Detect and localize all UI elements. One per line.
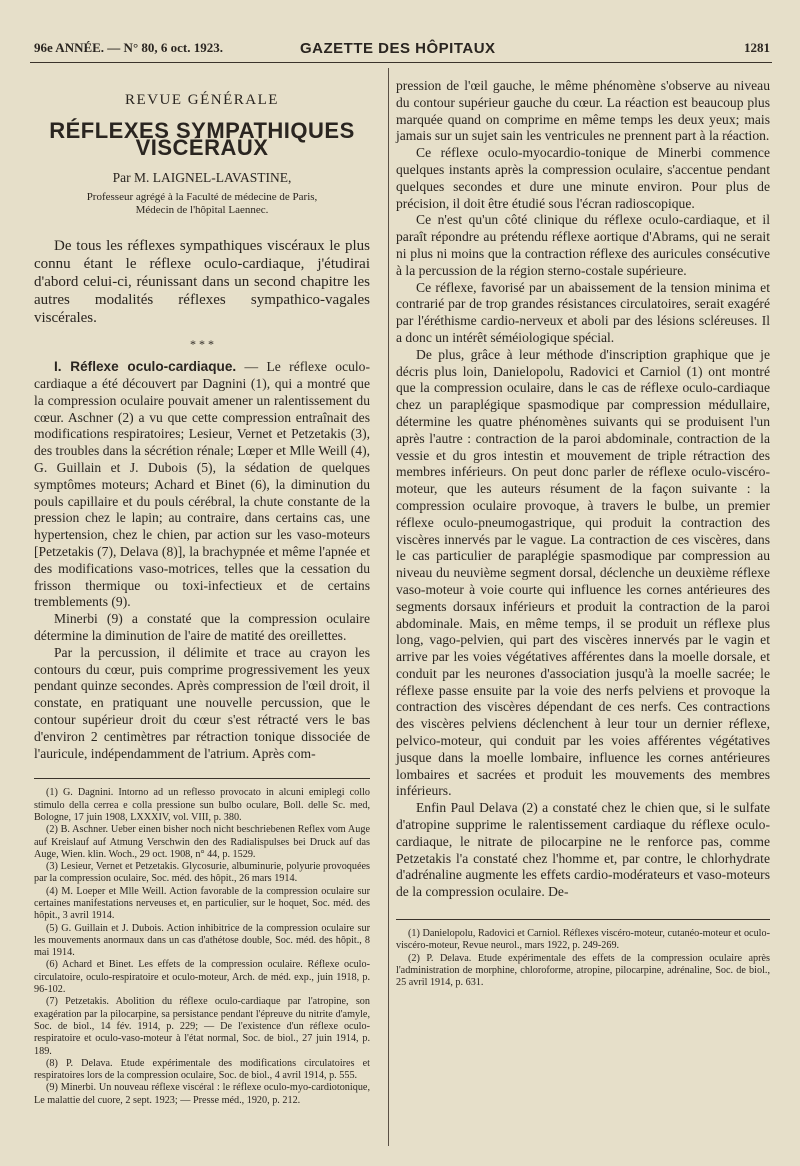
affiliation-line-1: Professeur agrégé à la Faculté de médecine de Paris, xyxy=(86,191,318,204)
paragraph: De plus, grâce à leur méthode d'inscription graphique que je décris plus loin, Danielopolu, Radovici et Carniol (1) ont montré que la compression oculaire, dans le cas de réflexe oculo-cardiaque chez un paraplégique spasmodique par compression médullaire, détermine les quatre phénomènes suivants qui se produisent l'un après l'autre : contraction de la paroi abdominale, contraction de la vessie et du gros intestin et mouvement de triple rétraction des membres inférieurs. On peut donc parler de réflexe oculo-viscéro-moteur, que les auteurs résument de la façon suivante : la compression oculaire provoque, à travers le bulbe, un premier réflexe oculo-pneumogastrique, qui produit la contraction des viscères innervés par le vague. La contraction de ces viscères, dans le cas particulier de paraplégie spasmodique par compression au niveau du neuvième segment dorsal, déclenche un deuxième réflexe vaso-moteur à voie courte qui influence les cornes antérieures des segments dorsaux inférieurs et produit la contraction de la paroi abdominale. Mais, en même temps, il se produit un réflexe plus long, vago-pelvien, qui part des viscères innervés par le vagin et arrive par les voies végétatives afférentes dans la moelle dorsale, et conduit par les neurones d'association jusqu'à la moelle sacrée; le réflexe passe ensuite par la voie des nerfs pelviens et provoque la contraction des viscères dépendant de ces nerfs. Ces contractions des viscères pelviens déclenchent à leur tour un dernier réflexe, pelvico-moteur, qui conduit par les voies afférentes végétatives jusque dans la moelle lombaire, influence les cornes antérieures lombaires et sacrées et produit les mouvements des membres inférieurs. xyxy=(396,346,770,799)
issue-info: 96e ANNÉE. — N° 80, 6 oct. 1923. xyxy=(34,40,223,55)
footnote: (5) G. Guillain et J. Dubois. Action inhibitrice de la compression oculaire sur les mouvements anormaux dans un cas d'athétose double, Soc. méd. des hôpit., 8 mai 1914. xyxy=(34,922,370,959)
footnote: (9) Minerbi. Un nouveau réflexe viscéral : le réflexe oculo-myo-cardiotonique, Le malattie del cuore, 2 sept. 1923; — Presse méd., 1920, p. 212. xyxy=(34,1082,370,1106)
author-affiliation xyxy=(34,191,370,217)
affiliation-line-2: Médecin de l'hôpital Laennec. xyxy=(135,204,269,217)
footnote: (7) Petzetakis. Abolition du réflexe oculo-cardiaque par l'atropine, son exagération par la pilocarpine, sa persistance pendant l'épreuve du nitrite d'amyle, Soc. de biol., 14 fév. 1914, p. 229; — De l'existence d'un réflexe oculo-respiratoire et oculo-vaso-moteur à l'état normal, Soc. de biol., 27 juin 1914, p. 189. xyxy=(34,996,370,1057)
paragraph: Enfin Paul Delava (2) a constaté chez le chien que, si le sulfate d'atropine supprime le ralentissement cardiaque du réflexe oculo-cardiaque, le nitrate de pilocarpine ne le renforce pas, comme Petzetakis l'a constaté chez l'homme et, par contre, le chlorhydrate d'adrénaline augmente les effets cardio-modérateurs et vaso-moteurs de la compression oculaire. De- xyxy=(396,800,770,900)
header-rule xyxy=(30,62,772,63)
paragraph: Par la percussion, il délimite et trace au crayon les contours du cœur, puis comprime progressivement les yeux pendant quinze secondes. Après compression de l'œil droit, il constate, en pratiquant une nouvelle percussion, que le contour supérieur droit du cœur s'est rétracté vers le bas d'environ 2 centimètres par rétraction tonique dissociée de l'auricule, indépendamment de l'atrium. Après com- xyxy=(34,644,370,761)
article-title: RÉFLEXES SYMPATHIQUES VISCÉRAUX xyxy=(49,117,355,160)
section-heading: I. Réflexe oculo-cardiaque. xyxy=(54,359,237,375)
footnote: (4) M. Loeper et Mlle Weill. Action favorable de la compression oculaire sur certaines manifestations nerveuses et, en particulier, sur le hoquet, Soc. méd. des hôpit., 3 avril 1914. xyxy=(34,885,370,922)
right-column xyxy=(396,78,770,990)
footnotes-right xyxy=(396,928,770,989)
paragraph: Minerbi (9) a constaté que la compression oculaire détermine la diminution de l'aire de matité des oreillettes. xyxy=(34,611,370,643)
footnote: (3) Lesieur, Vernet et Petzetakis. Glycosurie, albuminurie, polyurie provoquées par la compression oculaire, Soc. méd. des hôpit., 26 mars 1914. xyxy=(34,861,370,885)
paragraph: Ce réflexe, favorisé par un abaissement de la tension minima et contrarié par de trop grandes résistances circulatoires, serait exagéré par l'éréthisme cardio-nerveux et aboli par des lésions scléreuses. Il a donc un intérêt séméiologique spécial. xyxy=(396,279,770,345)
footnote: (2) B. Aschner. Ueber einen bisher noch nicht beschriebenen Reflex vom Auge auf Kreislauf auf Atmung Verschwin den des Radialispulses bei Druck auf das Auge, Wien. klin. Woch., 29 oct. 1908, n° 44, p. 1529. xyxy=(34,824,370,860)
footnote: (1) G. Dagnini. Intorno ad un reflesso provocato in alcuni emiplegi collo stimulo della cerrea e colla pressione sun bulbo oculare, Boll. delle Sc. med, Bologne, 17 juin 1908, LXXXIV, vol. VIII, p. 380. xyxy=(34,787,370,823)
footnote-rule xyxy=(396,919,770,920)
intro-paragraph: De tous les réflexes sympathiques viscéraux le plus connu étant le réflexe oculo-cardiaque, j'étudirai d'abord celui-ci, réunissant dans un second chapitre les autres modalités réflexes sympathico-vagales viscérales. xyxy=(34,238,370,327)
paragraph-text: — Le réflexe oculo-cardiaque a été découvert par Dagnini (1), qui a montré que la compression oculaire pouvait amener un ralentissement du cœur. Aschner (2) a vu que cette compression entraînait des modifications respiratoires; Lesieur, Vernet et Petzetakis (3), des troubles dans la sécrétion rénale; Lœper et Mlle Weill (4), G. Guillain et J. Dubois (5), la sédation de quelques symptômes moteurs; Achard et Binet (6), la diminution du pouls capillaire et du pouls cérébral, la chute constante de la pression chez le lapin; au contraire, dans certains cas, une hypertension, chez le chien, par action sur les vaso-moteurs [Petzetakis (7), Delava (8)], la brachypnée et même l'apnée et des modifications vaso-motrices, telles que la cessation du frisson thermique ou toxi-infectieux et de certains tremblements (9). xyxy=(34,359,370,610)
section-label: REVUE GÉNÉRALE xyxy=(125,92,279,108)
footnote-rule xyxy=(34,778,370,779)
paragraph: pression de l'œil gauche, le même phénomène s'observe au niveau du contour supérieur gauche du cœur. La réaction est beaucoup plus marquée quand on comprime en même temps les deux yeux; mais jamais sur un sujet sain les ventricules ne prennent part à la réaction. xyxy=(396,78,770,144)
footnote: (2) P. Delava. Etude expérimentale des effets de la compression oculaire après l'administration de morphine, chloroforme, atropine, pilocarpine, adrénaline, Soc. de biol., 25 avril 1914, p. 631. xyxy=(396,952,770,989)
paragraph xyxy=(34,359,370,611)
author-name: Par M. LAIGNEL-LAVASTINE, xyxy=(112,170,292,186)
journal-name: GAZETTE DES HÔPITAUX xyxy=(300,40,496,57)
footnotes-left xyxy=(34,787,370,1107)
footnote: (1) Danielopolu, Radovici et Carniol. Réflexes viscéro-moteur, cutanéo-moteur et oculo-viscéro-moteur, Revue neurol., mars 1922, p. 249-269. xyxy=(396,928,770,952)
column-divider xyxy=(388,68,389,1146)
paragraph: Ce n'est qu'un côté clinique du réflexe oculo-cardiaque, et il paraît répondre au prétendu réflexe aortique d'Abrams, qui ne serait ni plus ni moins que la contraction réflexe des auricules consécutive à la percussion de la région sterno-costale supérieure. xyxy=(396,212,770,278)
left-column xyxy=(34,78,370,1107)
paragraph: Ce réflexe oculo-myocardio-tonique de Minerbi commence quelques instants après la compression oculaire, s'accentue pendant quelques secondes et dure une minute environ. Pour plus de précision, il doit être étudié sous l'écran radioscopique. xyxy=(396,145,770,211)
page-number: 1281 xyxy=(744,40,770,55)
footnote: (8) P. Delava. Etude expérimentale des modifications circulatoires et respiratoires lors de la compression oculaire, Soc. de biol., 4 avril 1914, p. 555. xyxy=(34,1057,370,1082)
section-separator: * * * xyxy=(190,337,214,352)
footnote: (6) Achard et Binet. Les effets de la compression oculaire. Réflexe oculo-circulatoire, oculo-respiratoire et oculo-moteur, Arch. de méd. exp., juin 1918, p. 96-102. xyxy=(34,959,370,996)
